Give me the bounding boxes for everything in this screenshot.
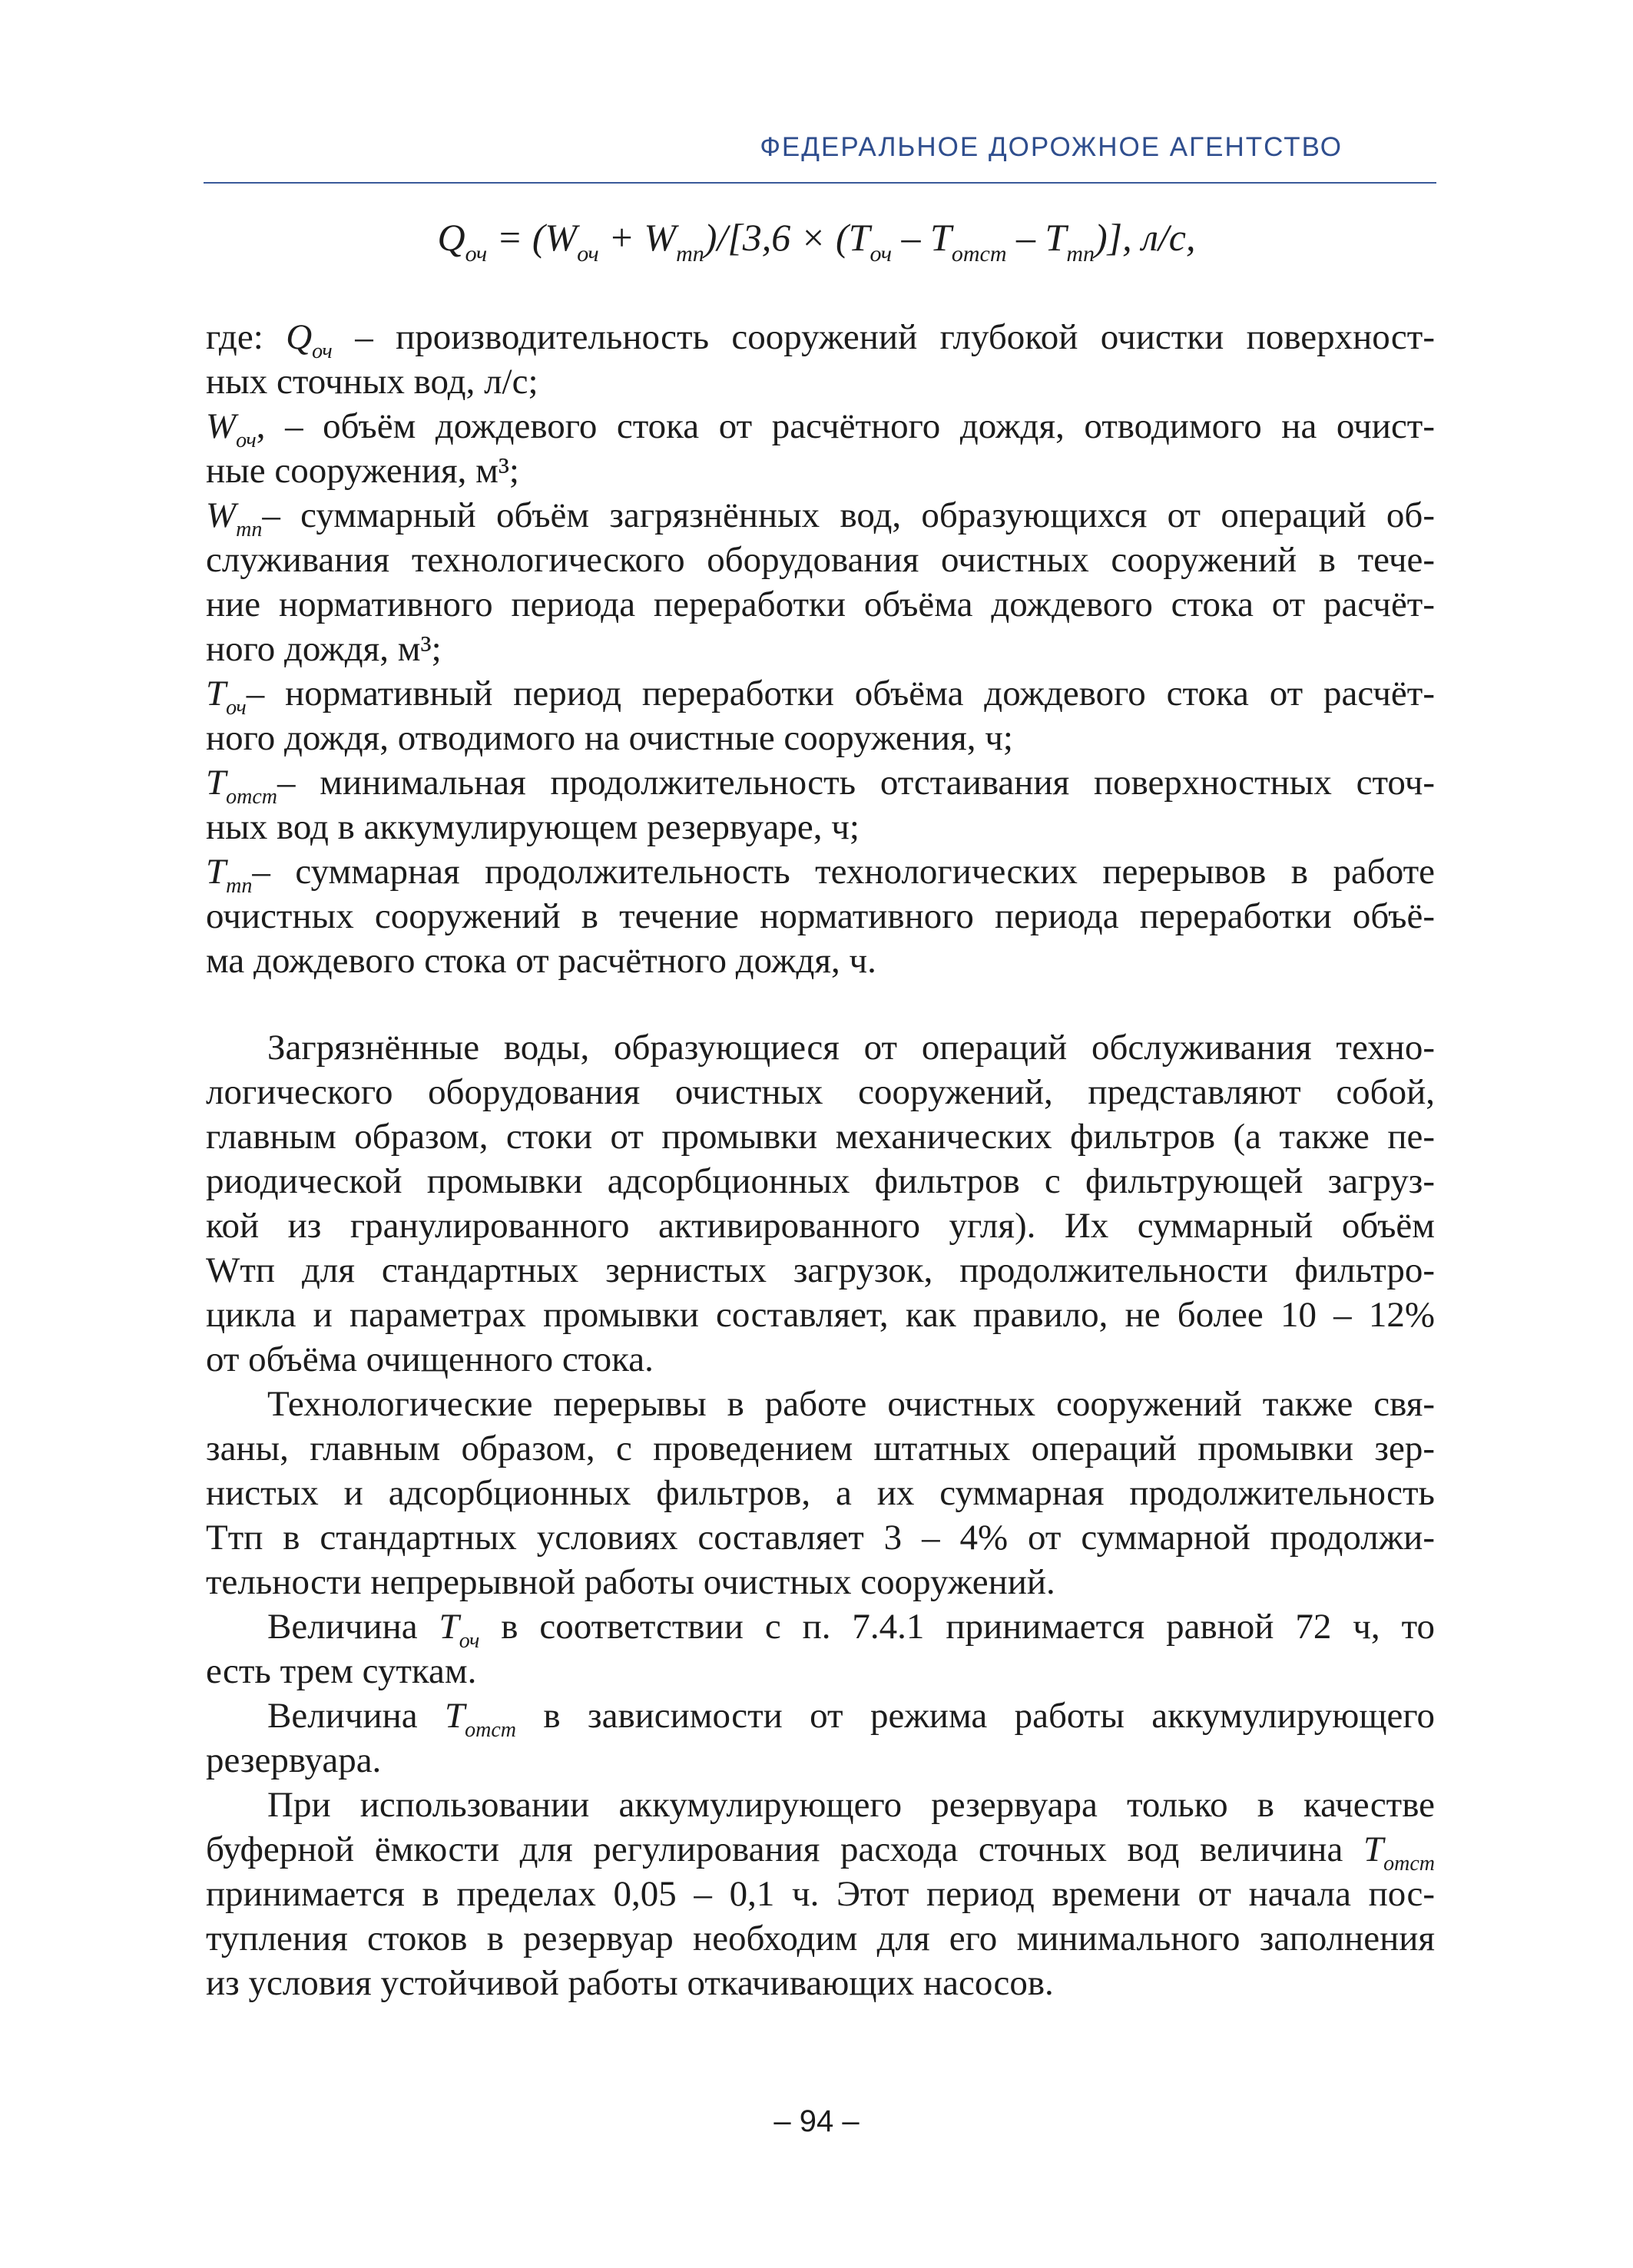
symbol-t-otst-inline: $T_{отст}$ [445,1696,517,1742]
definition-t-och: $T_{оч}-$ нормативный период переработки объёма дождевого стока от расчёт- ного дождя, отводимого на очистные сооружения, ч; [206,674,1435,758]
definition-q: где: $Q_{оч}$ – производительность сооружений глубокой очистки поверхност- ных сточных вод, л/с; [206,317,1435,402]
symbol-t-och: $T_{оч}$ [206,674,247,720]
formula: $Q_{оч} = (W_{оч} + W_{тп})/[3,6 \times (T_{оч} - T_{отст} - T_{тп})]$, л/с, [437,216,1196,267]
symbol-t-otst-buffer: $T_{отст}$ [1363,1829,1435,1876]
definition-t-otst: $T_{отст}-$ минимальная продолжительность отстаивания поверхностных сточ- ных вод в аккумулирующем резервуаре, ч; [206,763,1435,847]
paragraph-t-otst: Величина $T_{отст}$ в зависимости от режима работы аккумулирующего резервуара. [206,1696,1435,1780]
definition-t-tp: $T_{тп}-$ суммарная продолжительность технологических перерывов в работе очистных сооружений в течение нормативного периода переработки объё- ма дождевого стока от расчётного дождя, ч. [206,852,1435,981]
page-number: – 94 – [773,2104,860,2138]
symbol-q: $Q_{оч}$ [286,317,333,363]
symbol-t-otst: $T_{отст}$ [206,763,278,809]
definitions-list [206,315,1435,983]
paragraph-buffer: При использовании аккумулирующего резервуара только в качестве буферной ёмкости для регулирования расхода сточных вод величина $T_{отст}$ принимается в пределах 0,05 – 0,1 ч. Этот период времени от начала пос- тупления стоков в резервуар необходим для его минимального заполнения из условия устойчивой работы откачивающих насосов. [206,1785,1435,2003]
running-header: ФЕДЕРАЛЬНОЕ ДОРОЖНОЕ АГЕНТСТВО [760,132,1343,162]
definition-w-tp: $W_{тп}-$ суммарный объём загрязнённых вод, образующихся от операций об- служивания технологического оборудования очистных сооружений в тече- ние нормативного периода переработки объёма дождевого стока от расчёт- ного дождя, м³; [206,495,1435,669]
symbol-t-tp: $T_{тп}$ [206,852,253,898]
paragraph-wastewater: Загрязнённые воды, образующиеся от операций обслуживания техно- логического оборудования очистных сооружений, представляют собой, главным образом, стоки от промывки механических фильтров (а также пе- риодической промывки адсорбционных фильтров с фильтрующей загруз- кой из гранулированного активированного угля). Их суммарный объём Wтп для стандартных зернистых загрузок, продолжительности фильтро- цикла и параметрах промывки составляет, как правило, не более 10 – 12% от объёма очищенного стока. [206,1028,1435,1379]
definition-w-och: $W_{оч}$, – объём дождевого стока от расчётного дождя, отводимого на очист- ные сооружения, м³; [206,406,1435,491]
paragraph-breaks: Технологические перерывы в работе очистных сооружений также свя- заны, главным образом, с проведением штатных операций промывки зер- нистых и адсорбционных фильтров, а их суммарная продолжительность Ттп в стандартных условиях составляет 3 – 4% от суммарной продолжи- тельности непрерывной работы очистных сооружений. [206,1384,1435,1602]
header-rule [204,182,1436,184]
paragraph-t-och: Величина $T_{оч}$ в соответствии с п. 7.4.1 принимается равной 72 ч, то есть трем суткам. [206,1607,1435,1691]
symbol-w-och: $W_{оч}$ [206,406,257,452]
symbol-t-och-inline: $T_{оч}$ [439,1607,480,1653]
symbol-w-tp: $W_{тп}$ [206,495,263,541]
